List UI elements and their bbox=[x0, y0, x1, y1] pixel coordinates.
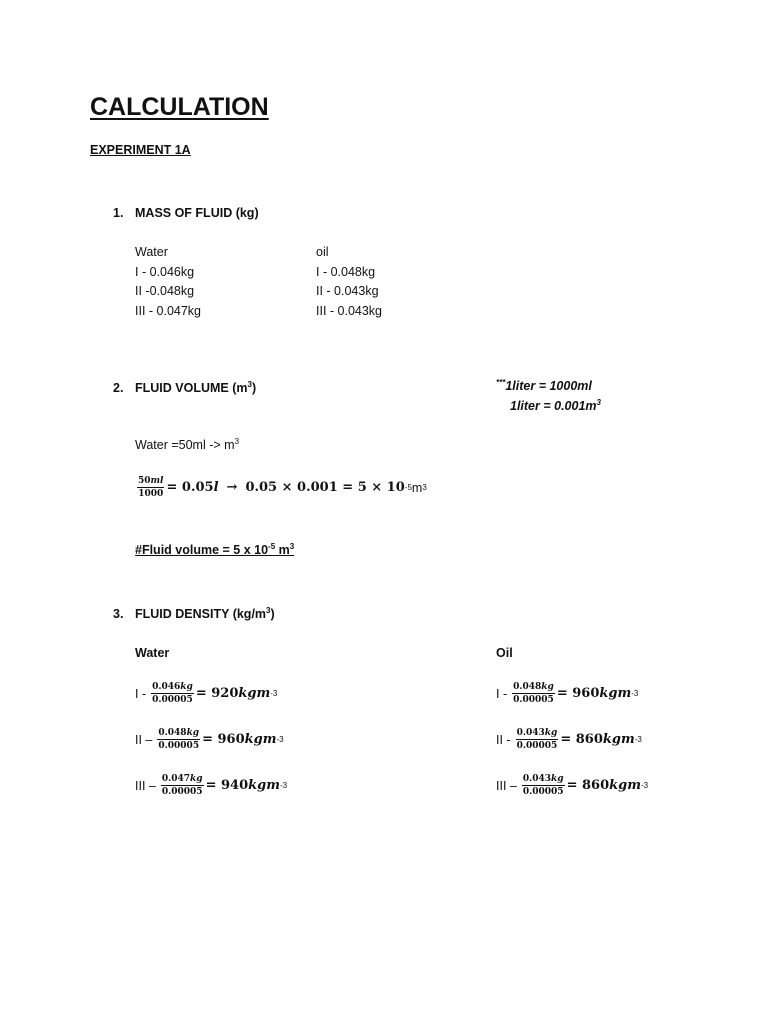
conversion-note bbox=[496, 379, 601, 418]
density-water-header: Water bbox=[135, 646, 170, 660]
density-numerator-unit: kg bbox=[186, 728, 200, 738]
density-unit: kgm bbox=[599, 686, 632, 701]
experiment-heading: EXPERIMENT 1A bbox=[90, 143, 191, 157]
result-text: #Fluid volume = 5 x 10 bbox=[135, 543, 269, 557]
equation-part-2-unit: m bbox=[411, 480, 423, 495]
density-unit: kgm bbox=[248, 778, 280, 793]
density-numerator-unit: kg bbox=[190, 774, 203, 784]
section-density-heading bbox=[113, 607, 275, 621]
density-label: III – bbox=[496, 778, 517, 793]
density-unit: kgm bbox=[609, 778, 641, 793]
section-title: FLUID DENSITY (kg/m bbox=[135, 607, 267, 621]
oil-mass-3: III - 0.043kg bbox=[316, 303, 383, 318]
density-numerator-unit: kg bbox=[544, 728, 558, 738]
density-result: = 860 bbox=[566, 778, 610, 793]
water-mass-list bbox=[135, 245, 201, 323]
water-header: Water bbox=[135, 245, 168, 259]
density-denominator: 0.00005 bbox=[513, 695, 554, 705]
water-mass-1: I - 0.046kg bbox=[135, 264, 195, 279]
section-number: 3. bbox=[113, 607, 124, 621]
density-denominator: 0.00005 bbox=[161, 787, 203, 797]
section-mass-heading bbox=[113, 206, 259, 220]
section-title: MASS OF FLUID (kg) bbox=[135, 206, 259, 220]
density-label: II – bbox=[135, 732, 153, 747]
density-numerator: 0.043 bbox=[516, 728, 545, 738]
density-unit: kgm bbox=[602, 732, 635, 747]
density-denominator: 0.00005 bbox=[522, 787, 564, 797]
water-mass-3: III - 0.047kg bbox=[135, 303, 202, 318]
density-fraction bbox=[161, 774, 204, 797]
fluid-volume-result bbox=[135, 543, 294, 557]
density-row: III – $\frac{0.047kg}{0.00005}$ = 940 kgm -3 bbox=[135, 774, 288, 797]
oil-mass-2: II - 0.043kg bbox=[316, 284, 379, 298]
section-title-sup: 3 bbox=[247, 379, 252, 389]
density-fraction bbox=[512, 682, 555, 705]
density-fraction bbox=[516, 728, 559, 751]
water-mass-2: II -0.048kg bbox=[135, 284, 195, 298]
density-numerator: 0.046 bbox=[152, 682, 181, 692]
section-title: FLUID VOLUME (m bbox=[135, 381, 248, 395]
density-fraction bbox=[157, 728, 200, 751]
density-row: I - $\frac{0.048kg}{0.00005}$ = 960 kgm -3 bbox=[496, 682, 639, 705]
oil-mass-list bbox=[316, 245, 382, 323]
oil-header: oil bbox=[316, 245, 329, 259]
result-unit: m bbox=[275, 543, 290, 557]
equation-part-1-unit: l bbox=[213, 480, 219, 495]
density-fraction bbox=[151, 682, 194, 705]
fraction-numerator: 50 bbox=[138, 476, 151, 486]
density-oil-header: Oil bbox=[496, 646, 513, 660]
density-numerator-unit: kg bbox=[541, 682, 554, 692]
fraction-numerator-unit: ml bbox=[150, 476, 164, 486]
density-row: III – $\frac{0.043kg}{0.00005}$ = 860 kgm -3 bbox=[496, 774, 649, 797]
note-line-1: 1liter = 1000ml bbox=[505, 379, 592, 393]
density-result: = 940 bbox=[205, 778, 249, 793]
density-result: = 960 bbox=[202, 732, 245, 747]
water-volume-text: Water =50ml -> m bbox=[135, 438, 235, 452]
density-numerator-unit: kg bbox=[551, 774, 564, 784]
density-fraction bbox=[522, 774, 565, 797]
density-row: II - $\frac{0.043kg}{0.00005}$ = 860 kgm -3 bbox=[496, 728, 642, 751]
section-title-end: ) bbox=[251, 381, 257, 395]
fraction-denominator: 1000 bbox=[138, 489, 164, 499]
density-numerator: 0.048 bbox=[158, 728, 187, 738]
note-line-2-sup: 3 bbox=[596, 397, 601, 407]
volume-fraction bbox=[137, 476, 164, 499]
density-denominator: 0.00005 bbox=[516, 741, 558, 751]
density-numerator-unit: kg bbox=[180, 682, 193, 692]
water-volume-sup: 3 bbox=[234, 436, 240, 446]
result-unit-sup: 3 bbox=[289, 541, 295, 551]
water-volume-line bbox=[135, 438, 239, 452]
equation-part-1: = 0.05 bbox=[166, 480, 214, 495]
equation-part-2: 0.05 × 0.001 = 5 × 10 bbox=[245, 480, 405, 495]
density-denominator: 0.00005 bbox=[152, 695, 193, 705]
density-label: I - bbox=[135, 686, 147, 701]
section-number: 1. bbox=[113, 206, 124, 220]
section-title-end: ) bbox=[270, 607, 275, 621]
section-volume-heading bbox=[113, 381, 256, 395]
density-numerator: 0.043 bbox=[522, 774, 552, 784]
density-numerator: 0.048 bbox=[513, 682, 542, 692]
oil-mass-1: I - 0.048kg bbox=[316, 264, 376, 279]
density-label: III – bbox=[135, 778, 156, 793]
note-line-2: 1liter = 0.001m bbox=[510, 398, 597, 413]
section-title-sup: 3 bbox=[266, 605, 271, 615]
density-label: II - bbox=[496, 732, 511, 747]
volume-equation: $\frac{50ml}{1000}$ = 0.05 l → 0.05 × 0.001 = 5 × 10 -5 m 3 bbox=[138, 476, 427, 499]
density-result: = 920 bbox=[195, 686, 239, 701]
density-result: = 960 bbox=[556, 686, 600, 701]
arrow-icon: → bbox=[226, 480, 238, 495]
density-row: II – $\frac{0.048kg}{0.00005}$ = 960 kgm -3 bbox=[135, 728, 284, 751]
result-sup: -5 bbox=[268, 541, 276, 551]
density-unit: kgm bbox=[244, 732, 277, 747]
density-label: I - bbox=[496, 686, 508, 701]
section-number: 2. bbox=[113, 381, 124, 395]
density-unit: kgm bbox=[238, 686, 271, 701]
density-row: I - $\frac{0.046kg}{0.00005}$ = 920 kgm -3 bbox=[135, 682, 278, 705]
page-title: CALCULATION bbox=[90, 93, 269, 121]
density-denominator: 0.00005 bbox=[158, 741, 200, 751]
density-result: = 860 bbox=[560, 732, 603, 747]
note-marker: *** bbox=[496, 377, 506, 387]
density-numerator: 0.047 bbox=[161, 774, 191, 784]
